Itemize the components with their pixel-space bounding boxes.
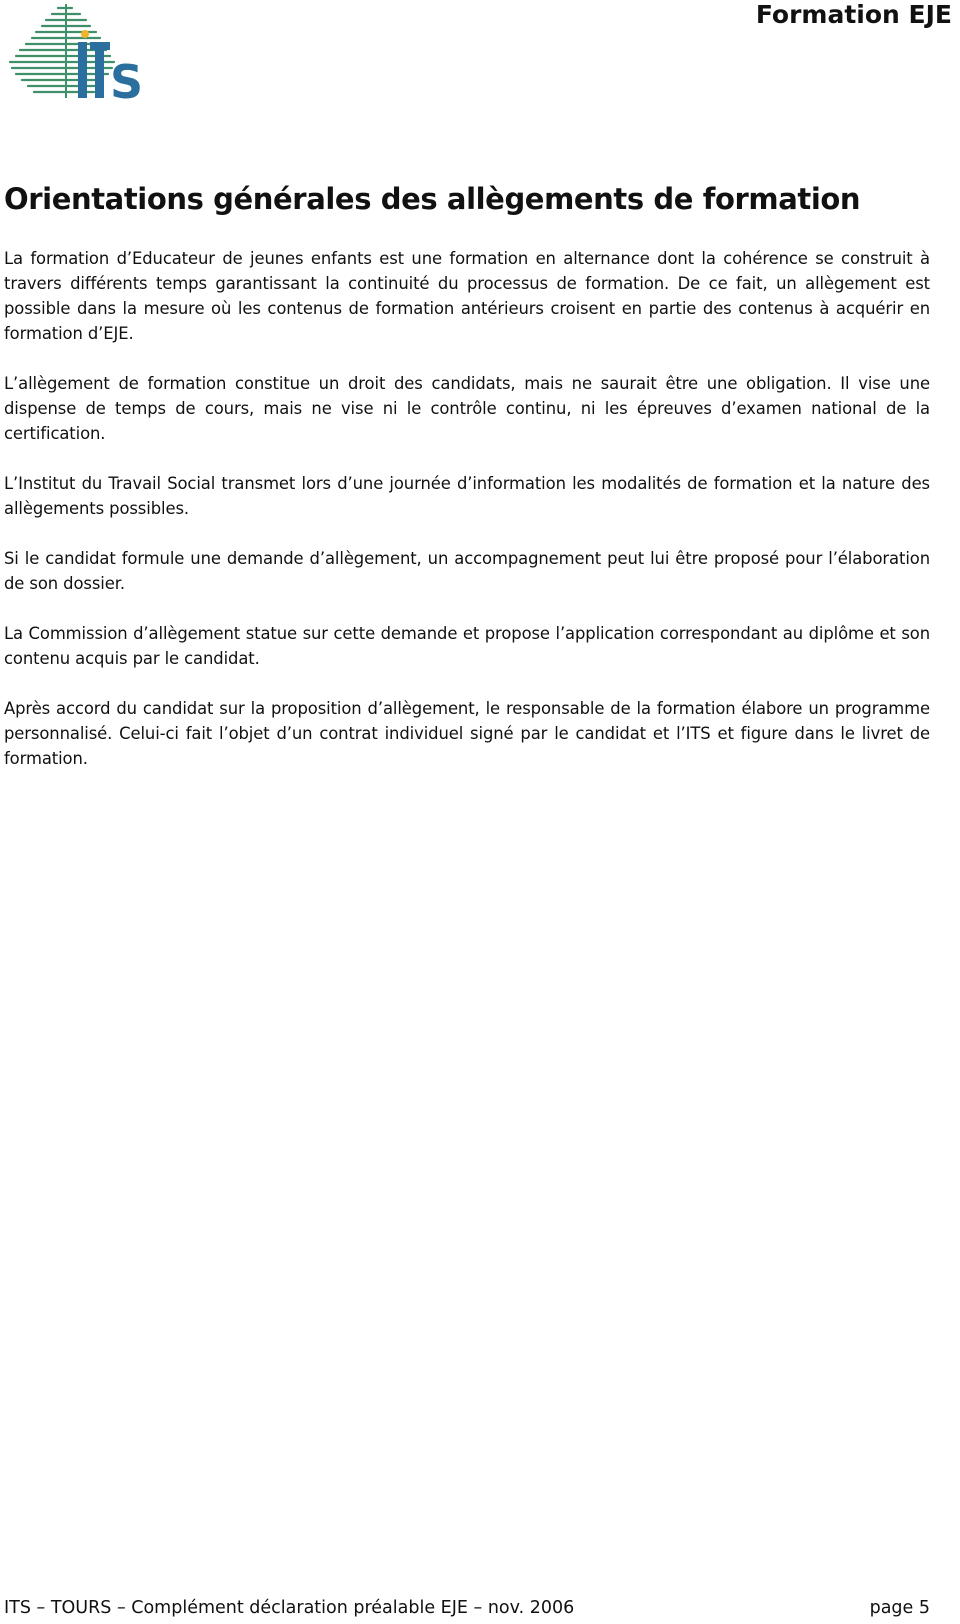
svg-text:S: S bbox=[110, 55, 144, 109]
paragraph-4: Si le candidat formule une demande d’allègement, un accompagnement peut lui être proposé pour l’élaboration de son dossier. bbox=[4, 549, 930, 593]
paragraph-5: La Commission d’allègement statue sur cette demande et propose l’application correspondant au diplôme et son contenu acquis par le candidat. bbox=[4, 624, 930, 668]
header-title: Formation EJE bbox=[755, 0, 952, 29]
paragraph-2: L’allègement de formation constitue un droit des candidats, mais ne saurait être une obligation. Il vise une dispense de temps de cours, mais ne vise ni le contrôle continu, ni les épreuves d’examen national de la certification. bbox=[4, 374, 930, 443]
its-logo bbox=[6, 2, 144, 109]
page-number: page 5 bbox=[869, 1598, 930, 1618]
page-title: Orientations générales des allègements de formation bbox=[4, 182, 861, 216]
paragraph-3: L’Institut du Travail Social transmet lors d’une journée d’information les modalités de formation et la nature des allègements possibles. bbox=[4, 474, 930, 518]
document-body bbox=[4, 246, 930, 796]
footer-text: ITS – TOURS – Complément déclaration préalable EJE – nov. 2006 bbox=[4, 1598, 575, 1618]
cedar-tree-icon bbox=[6, 2, 144, 109]
paragraph-1: La formation d’Educateur de jeunes enfants est une formation en alternance dont la cohérence se construit à travers différents temps garantissant la continuité du processus de formation. De ce fait, un allègement est possible dans la mesure où les contenus de formation antérieurs croisent en partie des contenus à acquérir en formation d’EJE. bbox=[4, 249, 930, 343]
paragraph-6: Après accord du candidat sur la proposition d’allègement, le responsable de la formation élabore un programme personnalisé. Celui-ci fait l’objet d’un contrat individuel signé par le candidat et l’ITS et figure dans le livret de formation. bbox=[4, 699, 930, 768]
